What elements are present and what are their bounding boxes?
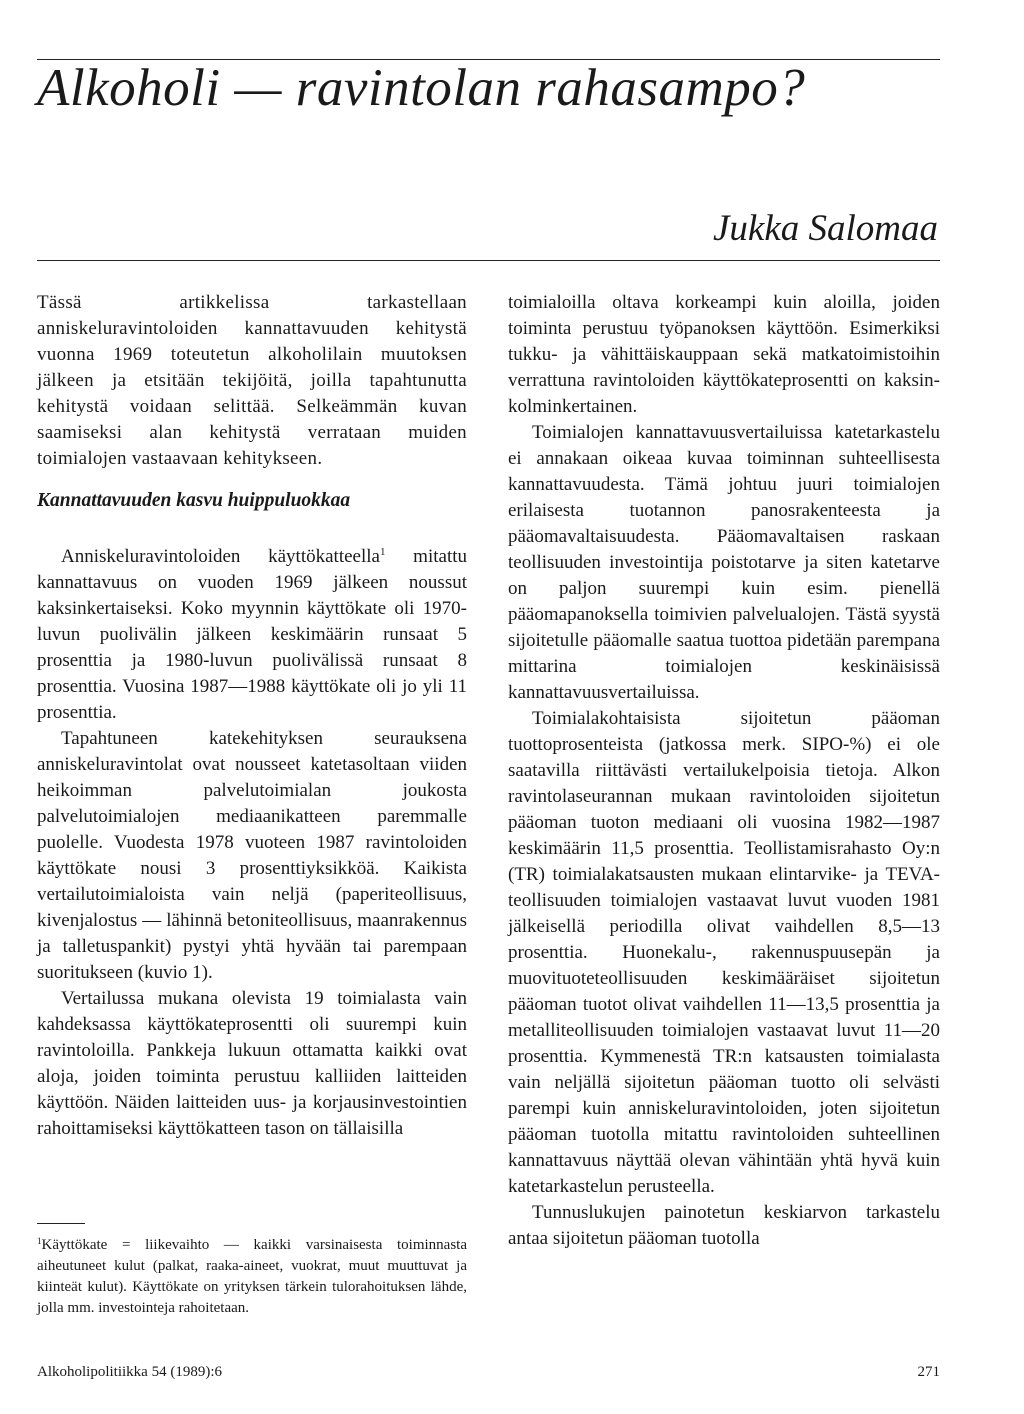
- body-paragraph: Vertailussa mukana olevista 19 toimialasta vain kahdeksassa käyttökateprosentti oli suurempi kuin ravintoloilla. Pankkeja lukuun ottamatta kaikki ovat aloja, joiden toiminta perustuu kalliiden laitteiden käyttöön. Näiden laitteiden uus- ja korjausinvestointien rahoittamiseksi käyttökatteen tason on tällaisilla: [37, 988, 467, 1139]
- article-title: Alkoholi — ravintolan rahasampo?: [37, 59, 806, 117]
- author-name: Jukka Salomaa: [712, 208, 938, 249]
- footnote-number: 1: [37, 1236, 42, 1246]
- footnote-text: Käyttökate = liikevaihto — kaikki varsinaisesta toiminnasta aiheutuneet kulut (palkat, raaka-aineet, vuokrat, muut muuttuvat ja kiinteät kulut). Käyttökate on yrityksen tärkein tulorahoituksen lähde, jolla mm. investointeja rahoitetaan.: [37, 1237, 467, 1316]
- footnote: [37, 1235, 467, 1319]
- journal-citation: Alkoholipolitiikka 54 (1989):6: [37, 1364, 222, 1380]
- body-paragraph: toimialoilla oltava korkeampi kuin aloilla, joiden toiminta perustuu työpanoksen käyttöön. Esimerkiksi tukku- ja vähittäiskauppaan sekä matkatoimistoihin verrattuna ravintoloiden käyttökateprosentti on kaksin-kolminkertainen.: [508, 292, 940, 417]
- section-heading: Kannattavuuden kasvu huippuluokkaa: [37, 490, 351, 511]
- body-paragraph: [37, 544, 467, 726]
- body-text: mitattu kannattavuus on vuoden 1969 jälkeen noussut kaksinkertaiseksi. Koko myynnin käyttökate oli 1970-luvun puolivälin jälkeen keskimäärin runsaat 5 prosenttia ja 1980-luvun puolivälissä runsaat 8 prosenttia. Vuosina 1987—1988 käyttökate oli jo yli 11 prosenttia.: [37, 546, 467, 723]
- page-number: 271: [917, 1364, 940, 1380]
- body-paragraph: Tapahtuneen katekehityksen seurauksena anniskeluravintolat ovat nousseet katetasoltaan viiden heikoimman palvelutoimialan joukosta palvelutoimialojen mediaanikatteen paremmalle puolelle. Vuodesta 1978 vuoteen 1987 ravintoloiden käyttökate nousi 3 prosenttiyksikköä. Kaikista vertailutoimialoista vain neljä (paperiteollisuus, kivenjalostus — lähinnä betoniteollisuus, maanrakennus ja talletuspankit) pystyi yhtä hyvään tai parempaan suoritukseen (kuvio 1).: [37, 728, 467, 983]
- body-paragraph: Toimialakohtaisista sijoitetun pääoman tuottoprosenteista (jatkossa merk. SIPO-%) ei ole saatavilla riittävästi vertailukelpoisia tietoja. Alkon ravintolaseurannan mukaan ravintoloiden sijoitetun pääoman tuoton mediaani oli vuosina 1982—1987 keskimäärin 11,5 prosenttia. Teollistamisrahasto Oy:n (TR) toimialakatsausten mukaan elintarvike- ja TEVA-teollisuuden toimialojen vastaavat luvut vuoden 1981 jälkeisellä periodilla olivat vaihdellen 8,5—13 prosenttia. Huonekalu-, rakennuspuusepän ja muovituoteteollisuuden keskimääräiset sijoitetun pääoman tuotot olivat vaihdellen 11—13,5 prosenttia ja metalliteollisuuden toimialojen vastaavat luvut 11—20 prosenttia. Kymmenestä TR:n katsausten toimialasta vain neljällä sijoitetun pääoman tuotto oli selvästi parempi kuin anniskeluravintoloiden, joten sijoitetun pääoman tuotolla mitattu ravintoloiden suhteellinen kannattavuus näyttää olevan vähintään yhtä hyvä kuin katetarkastelun perusteella.: [508, 708, 940, 1197]
- body-paragraph: Tunnuslukujen painotetun keskiarvon tarkastelu antaa sijoitetun pääoman tuotolla: [508, 1202, 940, 1249]
- author-rule: [37, 260, 940, 261]
- left-column: [37, 290, 467, 1142]
- footnote-marker: 1: [379, 546, 386, 558]
- body-paragraph: Toimialojen kannattavuusvertailuissa katetarkastelu ei annakaan oikeaa kuvaa toiminnan suhteellisesta kannattavuudesta. Tämä johtuu juuri toimialojen erilaisesta tuotannon panosrakenteesta ja pääomavaltaisuudesta. Pääomavaltaisen raskaan teollisuuden investointija poistotarve ja siten katetarve on paljon suurempi kuin esim. pienellä pääomapanoksella toimivien palvelualojen. Tästä syystä sijoitetulle pääomalle saatua tuottoa pidetään parempana mittarina toimialojen keskinäisissä kannattavuusvertailuissa.: [508, 422, 940, 703]
- right-column: [508, 290, 940, 1252]
- abstract-paragraph: Tässä artikkelissa tarkastellaan anniskeluravintoloiden kannattavuuden kehitystä vuonna 1969 toteutetun alkoholilain muutoksen jälkeen ja etsitään tekijöitä, joilla tapahtunutta kehitystä voidaan selittää. Selkeämmän kuvan saamiseksi alan kehitystä verrataan muiden toimialojen vastaavaan kehitykseen.: [37, 292, 467, 469]
- body-text: Anniskeluravintoloiden käyttökatteella: [61, 546, 380, 567]
- footnote-rule: [37, 1223, 85, 1224]
